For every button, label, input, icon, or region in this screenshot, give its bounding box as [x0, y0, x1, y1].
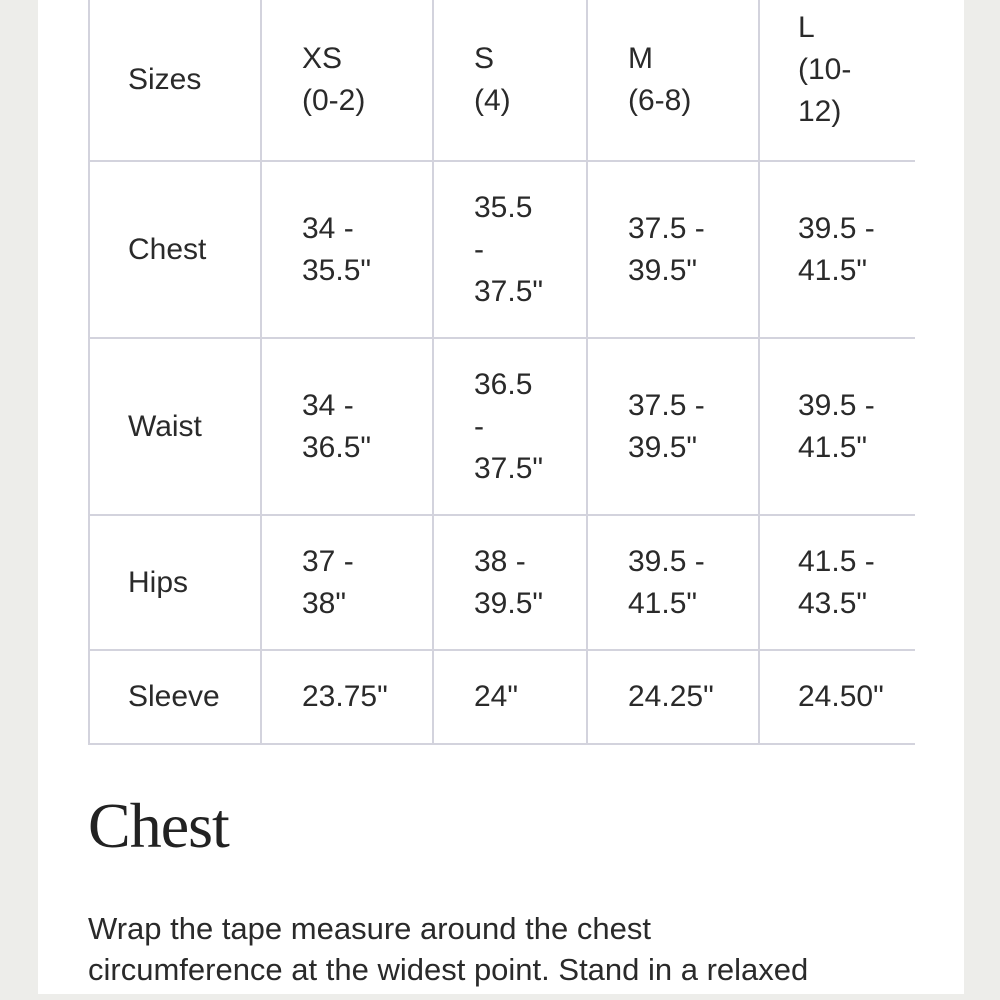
header-sizes-text: Sizes: [128, 63, 202, 96]
cell-line: 36.5: [474, 367, 533, 401]
cell-line: 37 -: [302, 544, 354, 578]
size-l-range-line2: 12): [798, 95, 842, 128]
cell-line: 34 -: [302, 388, 354, 422]
cell-line: 39.5 -: [798, 211, 875, 245]
row-label-text: Sleeve: [128, 680, 220, 713]
row-label-text: Hips: [128, 565, 189, 599]
cell-sleeve-s: [433, 650, 587, 744]
cell-waist-l: [759, 338, 915, 515]
header-size-s: [433, 0, 587, 161]
cell-line: 24": [474, 680, 519, 713]
cell-line: 36.5": [302, 430, 372, 464]
size-chart-table: [88, 0, 915, 745]
row-label-text: Chest: [128, 232, 207, 266]
cell-sleeve-l: [759, 650, 915, 744]
size-xs-label: XS: [302, 42, 343, 75]
table-row-waist: [89, 338, 915, 515]
cell-line: 37.5": [474, 274, 544, 308]
cell-line: -: [474, 409, 484, 443]
cell-hips-l: [759, 515, 915, 650]
cell-chest-xs: [261, 161, 433, 338]
section-body-line: circumference at the widest point. Stand in a relaxed: [88, 952, 809, 987]
cell-chest-l: [759, 161, 915, 338]
cell-hips-s: [433, 515, 587, 650]
size-guide-card: [38, 0, 964, 994]
cell-line: -: [474, 232, 484, 266]
cell-hips-m: [587, 515, 759, 650]
cell-line: 39.5": [628, 430, 698, 464]
header-size-m: [587, 0, 759, 161]
cell-chest-s: [433, 161, 587, 338]
cell-sleeve-m: [587, 650, 759, 744]
table-row-chest: [89, 161, 915, 338]
cell-line: 37.5": [474, 451, 544, 485]
size-m-label: M: [628, 42, 653, 75]
size-l-range-line1: (10-: [798, 53, 852, 86]
section-body-line: Wrap the tape measure around the chest: [88, 911, 651, 946]
size-xs-range: (0-2): [302, 84, 366, 117]
header-size-l: [759, 0, 915, 161]
cell-line: 34 -: [302, 211, 354, 245]
size-l-label: L: [798, 11, 815, 44]
size-m-range: (6-8): [628, 84, 692, 117]
cell-sleeve-xs: [261, 650, 433, 744]
row-label-hips: [89, 515, 261, 650]
cell-line: 37.5 -: [628, 388, 705, 422]
size-s-label: S: [474, 42, 495, 75]
cell-waist-s: [433, 338, 587, 515]
cell-line: 41.5": [798, 430, 868, 464]
cell-line: 39.5 -: [798, 388, 875, 422]
cell-line: 24.50": [798, 680, 884, 713]
section-body-text: [88, 908, 928, 990]
cell-line: 39.5 -: [628, 544, 705, 578]
row-label-waist: [89, 338, 261, 515]
cell-line: 24.25": [628, 680, 714, 713]
cell-line: 41.5 -: [798, 544, 875, 578]
section-title-chest: Chest: [88, 790, 229, 861]
cell-line: 38 -: [474, 544, 526, 578]
row-label-sleeve: [89, 650, 261, 744]
row-label-text: Waist: [128, 409, 202, 443]
table-header-row: [89, 0, 915, 161]
header-size-xs: [261, 0, 433, 161]
size-s-range: (4): [474, 84, 511, 117]
cell-line: 39.5": [628, 253, 698, 287]
cell-line: 38": [302, 586, 347, 620]
cell-hips-xs: [261, 515, 433, 650]
cell-line: 37.5 -: [628, 211, 705, 245]
cell-chest-m: [587, 161, 759, 338]
row-label-chest: [89, 161, 261, 338]
table-row-sleeve: [89, 650, 915, 744]
cell-line: 39.5": [474, 586, 544, 620]
cell-line: 35.5: [474, 190, 533, 224]
cell-line: 35.5": [302, 253, 372, 287]
cell-line: 41.5": [798, 253, 868, 287]
cell-waist-xs: [261, 338, 433, 515]
header-sizes-label: [89, 0, 261, 161]
cell-waist-m: [587, 338, 759, 515]
cell-line: 43.5": [798, 586, 868, 620]
cell-line: 41.5": [628, 586, 698, 620]
cell-line: 23.75": [302, 680, 388, 713]
table-row-hips: [89, 515, 915, 650]
